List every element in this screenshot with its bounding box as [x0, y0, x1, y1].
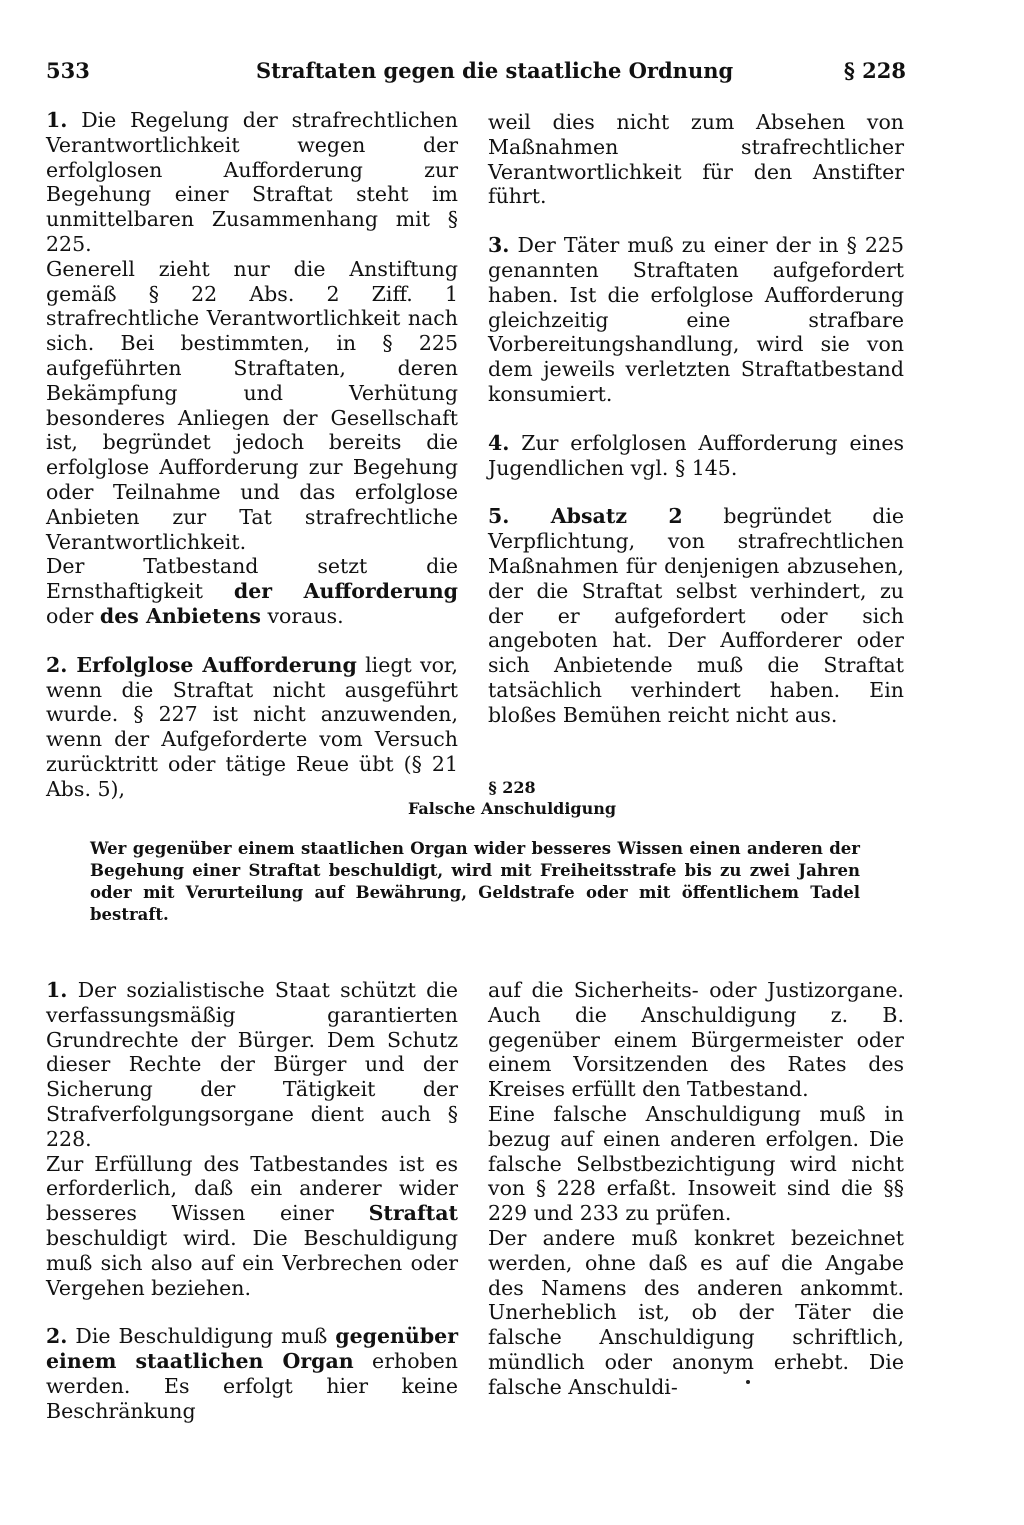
paragraph: 1. Der sozialistische Staat schützt die verfassungsmäßig garantierten Grundrechte der Bürger. Dem Schutz dieser Rechte der Bürger und der Sicherung der Tätigkeit der Strafverfolgungsorgane dient auch § 228. — [46, 978, 458, 1151]
note-number: 5. — [488, 504, 510, 529]
note-number: 2. — [46, 1324, 68, 1349]
column-top-right — [488, 110, 904, 728]
paragraph: Eine falsche Anschuldigung muß in bezug auf einen anderen erfolgen. Die falsche Selbstbezichtigung wird nicht von § 228 erfaßt. Insoweit sind die §§ 229 und 233 zu prüfen. — [488, 1101, 904, 1226]
paragraph: auf die Sicherheits- oder Justizorgane. Auch die Anschuldigung z. B. gegenüber einem Bürgermeister oder einem Vorsitzenden des Rates des Kreises erfüllt den Tatbestand. — [488, 978, 904, 1102]
section-title: Falsche Anschuldigung — [407, 799, 617, 818]
paragraph: Der andere muß konkret bezeichnet werden, ohne daß es auf die Angabe des Namens des anderen ankommt. Unerheblich ist, ob der Täter die falsche Anschuldigung schriftlich, mündlich oder anonym erhebt. Die falsche Anschuldi- — [488, 1225, 904, 1399]
paragraph: 3. Der Täter muß zu einer der in § 225 genannten Straftaten aufgefordert haben. Ist die erfolglose Aufforderung gleichzeitig eine strafbare Vorbereitungshandlung, wird sie von dem jeweils verletzten Straftatbestand konsumiert. — [488, 233, 904, 406]
note-number: 1. — [46, 978, 68, 1002]
chapter-title: Straftaten gegen die staatliche Ordnung — [256, 58, 734, 83]
page-number: 533 — [46, 58, 90, 83]
paragraph: 1. Die Regelung der strafrechtlichen Verantwortlichkeit wegen der erfolglosen Aufforderung zur Begehung einer Straftat steht im unmittelbaren Zusammenhang mit § 225. — [46, 108, 458, 256]
note-number: 4. — [488, 430, 510, 455]
section-heading — [80, 777, 944, 819]
section-marker: § 228 — [843, 58, 906, 83]
paragraph: weil dies nicht zum Absehen von Maßnahmen strafrechtlicher Verantwortlichkeit für den Anstifter führt. — [488, 110, 904, 209]
paragraph: Zur Erfüllung des Tatbestandes ist es erforderlich, daß ein anderer wider besseres Wissen einer Straftat beschuldigt wird. Die Beschuldigung muß sich also auf ein Verbrechen oder Vergehen beziehen. — [46, 1151, 458, 1300]
statute-text: Wer gegenüber einem staatlichen Organ wider besseres Wissen einen anderen der Begehung einer Straftat beschuldigt, wird mit Freiheitsstrafe bis zu zwei Jahren oder mit Verurteilung auf Bewährung, Geldstrafe oder mit öffentlichem Tadel bestraft. — [90, 839, 860, 924]
paragraph: 2. Die Beschuldigung muß gegenüber einem staatlichen Organ erhoben werden. Es erfolgt hier keine Beschränkung — [46, 1324, 458, 1423]
paragraph: 4. Zur erfolglosen Aufforderung eines Jugendlichen vgl. § 145. — [488, 430, 904, 480]
column-bottom-right — [488, 978, 904, 1400]
paragraph: 5. Absatz 2 begründet die Verpflichtung, von strafrechtlichen Maßnahmen für denjenigen abzusehen, der die Straftat selbst verhindert, zu der er aufgefordert oder sich angeboten hat. Der Aufforderer oder sich Anbietende muß die Straftat tatsächlich verhindert haben. Ein bloßes Bemühen reicht nicht aus. — [488, 504, 905, 727]
column-top-left — [46, 108, 458, 802]
note-number: 1. — [46, 108, 68, 132]
paragraph: 2. Erfolglose Aufforderung liegt vor, wenn die Straftat nicht ausgeführt wurde. § 227 ist nicht anzuwenden, wenn der Aufgeforderte vom Versuch zurücktritt oder tätige Reue übt (§ 21 Abs. 5), — [46, 652, 458, 801]
section-number: § 228 — [488, 778, 536, 797]
note-number: 3. — [488, 233, 510, 258]
column-bottom-left — [46, 978, 458, 1424]
paragraph: Generell zieht nur die Anstiftung gemäß § 22 Abs. 2 Ziff. 1 strafrechtliche Verantwortlichkeit nach sich. Bei bestimmten, in § 225 aufgeführten Straftaten, deren Bekämpfung und Verhütung besonderes Anliegen der Gesellschaft ist, begründet jedoch bereits die erfolglose Aufforderung zur Begehung oder Teilnahme und das erfolglose Anbieten zur Tat strafrechtliche Verantwortlichkeit. — [46, 256, 458, 554]
print-speck — [746, 1380, 750, 1384]
paragraph: Der Tatbestand setzt die Ernsthaftigkeit der Aufforderung oder des Anbietens voraus. — [46, 554, 458, 628]
note-number: 2. — [46, 652, 68, 677]
